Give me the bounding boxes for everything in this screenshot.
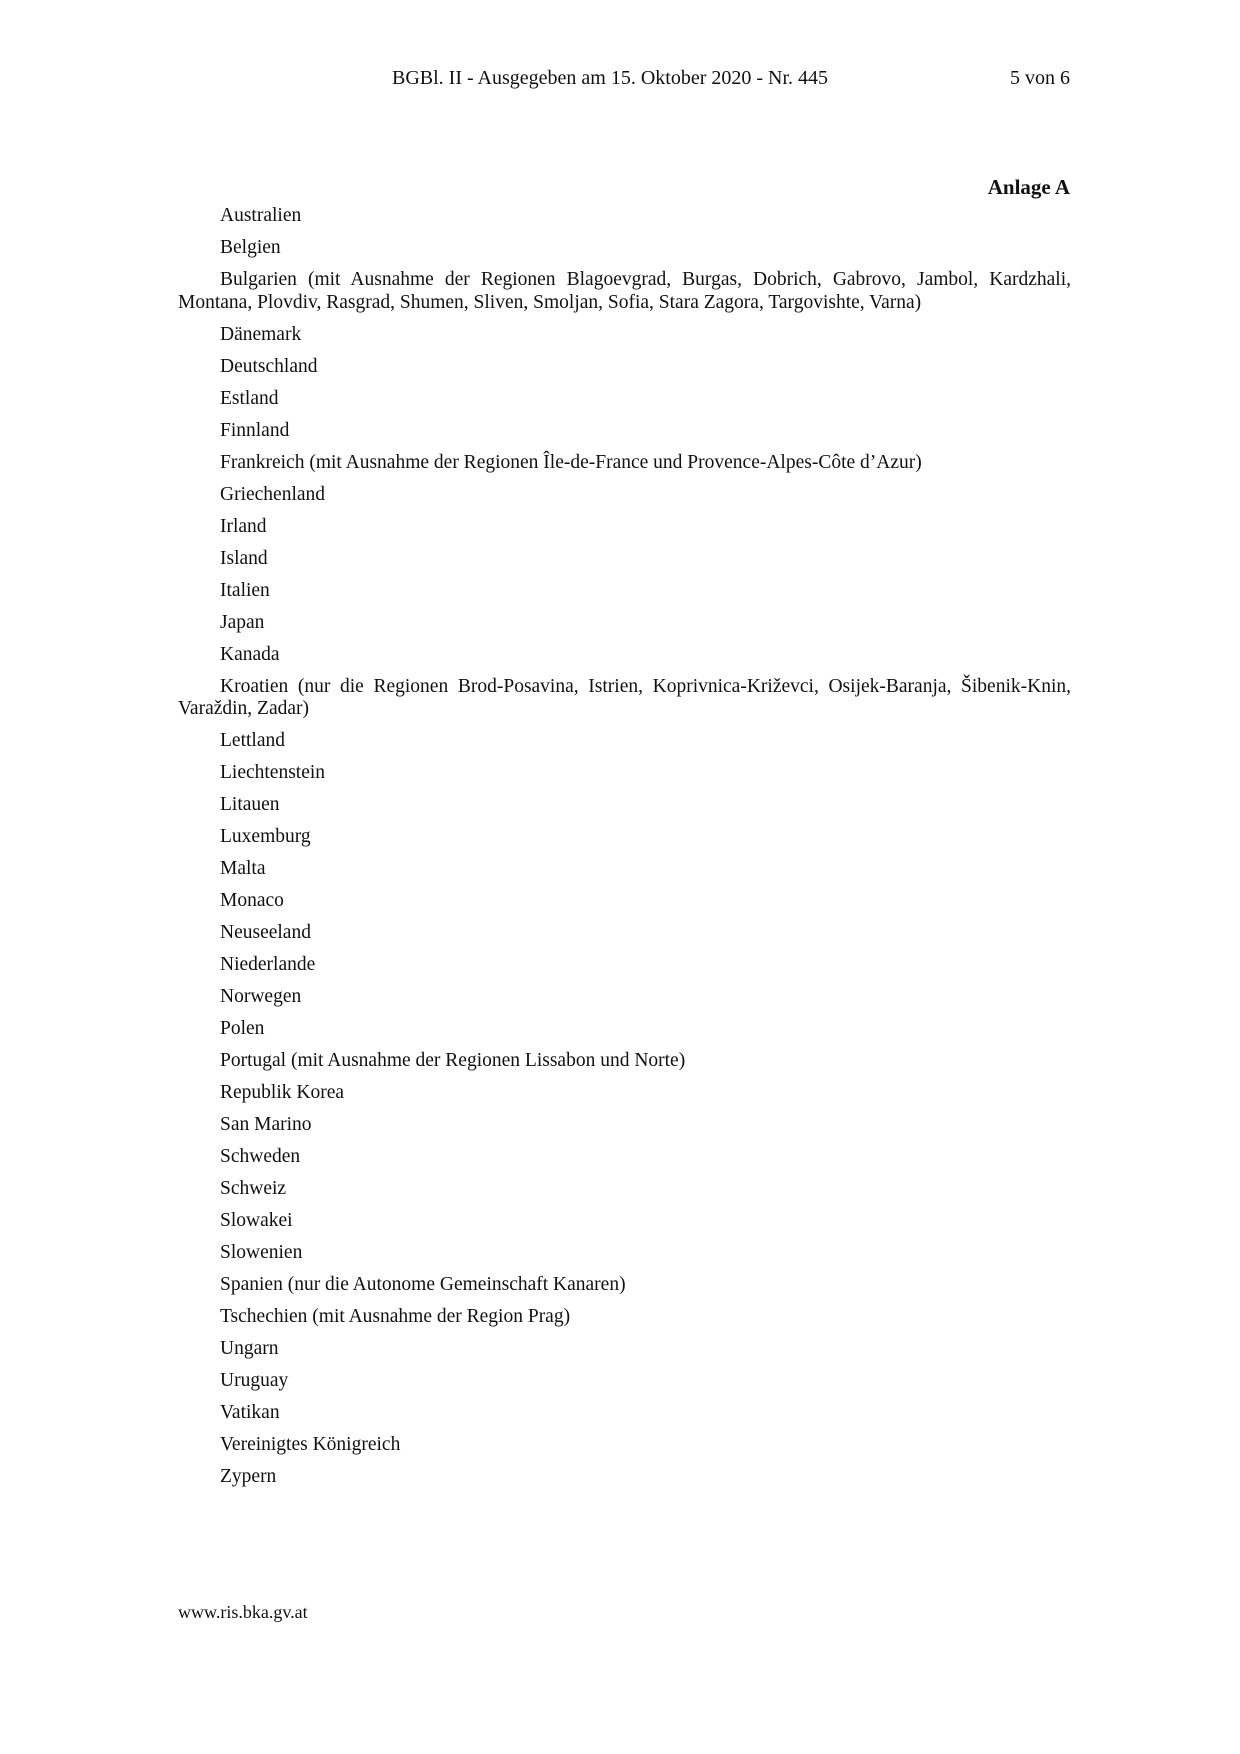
country-item: Niederlande: [220, 954, 316, 975]
country-item: Belgien: [220, 237, 281, 258]
country-item: Finnland: [220, 419, 290, 441]
country-item: Tschechien (mit Ausnahme der Region Prag): [220, 1306, 571, 1327]
country-item: Polen: [220, 1018, 265, 1039]
annex-heading: Anlage A: [987, 175, 1070, 199]
gazette-header-title: BGBl. II - Ausgegeben am 15. Oktober 2020 - Nr. 445: [392, 67, 829, 89]
country-item: Ungarn: [220, 1338, 279, 1359]
country-item: Dänemark: [220, 323, 302, 345]
country-item: Bulgarien (mit Ausnahme der Regionen Blagoevgrad, Burgas, Dobrich, Gabrovo, Jambol, Kardzhali, Montana, Plovdiv, Rasgrad, Shumen, Sliven, Smoljan, Sofia, Stara Zagora, Targovishte, Varna): [178, 269, 1071, 313]
country-item: Japan: [220, 611, 265, 633]
country-item: Lettland: [220, 730, 285, 751]
country-item: Kroatien (nur die Regionen Brod-Posavina, Istrien, Koprivnica-Križevci, Osijek-Baranja, Šibenik-Knin, Varaždin, Zadar): [178, 675, 1071, 719]
country-item: Griechenland: [220, 483, 326, 505]
country-item: Schweiz: [220, 1178, 287, 1199]
country-item: Luxemburg: [220, 826, 311, 847]
country-item: San Marino: [220, 1114, 312, 1135]
country-item: Litauen: [220, 794, 280, 815]
footer-url: www.ris.bka.gv.at: [178, 1602, 308, 1622]
country-item: Frankreich (mit Ausnahme der Regionen Île-de-France und Provence-Alpes-Côte d’Azur): [220, 451, 922, 473]
country-item: Kanada: [220, 643, 280, 665]
country-item: Island: [220, 547, 268, 569]
country-item: Vatikan: [220, 1402, 280, 1423]
country-item: Estland: [220, 387, 279, 409]
country-item: Australien: [220, 205, 302, 226]
country-item: Norwegen: [220, 986, 302, 1007]
country-item: Slowakei: [220, 1210, 293, 1231]
country-item: Irland: [220, 515, 267, 537]
country-item: Monaco: [220, 890, 284, 911]
country-item: Slowenien: [220, 1242, 303, 1263]
country-item: Vereinigtes Königreich: [220, 1434, 401, 1455]
country-item: Neuseeland: [220, 922, 311, 943]
country-item: Uruguay: [220, 1370, 289, 1391]
country-item: Malta: [220, 858, 266, 879]
country-item: Liechtenstein: [220, 762, 326, 783]
country-item: Spanien (nur die Autonome Gemeinschaft Kanaren): [220, 1274, 626, 1295]
country-item: Portugal (mit Ausnahme der Regionen Lissabon und Norte): [220, 1050, 686, 1071]
country-item: Republik Korea: [220, 1082, 345, 1103]
country-item: Schweden: [220, 1146, 301, 1167]
country-list: [178, 205, 1071, 1498]
country-item: Italien: [220, 579, 270, 601]
country-item: Deutschland: [220, 355, 318, 377]
country-item: Zypern: [220, 1466, 277, 1487]
page-number: 5 von 6: [1010, 67, 1070, 89]
